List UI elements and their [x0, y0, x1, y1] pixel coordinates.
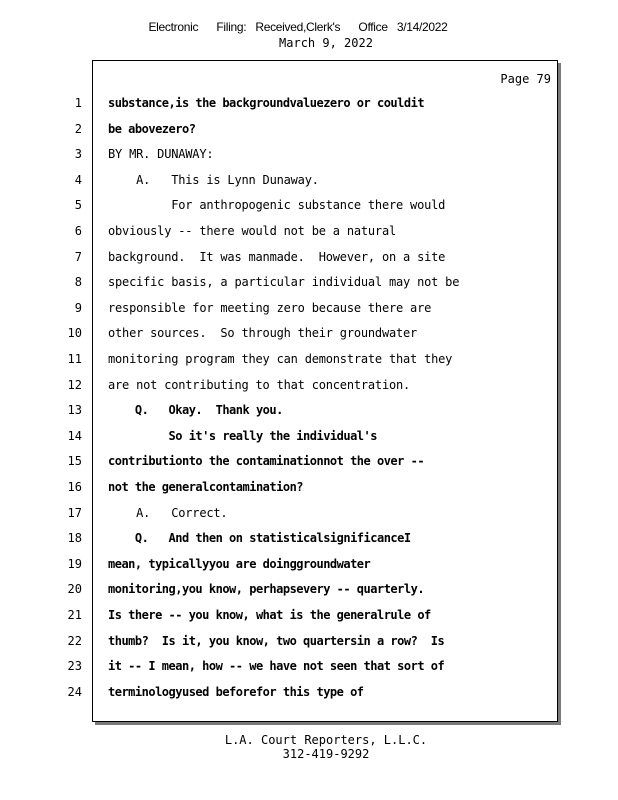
line-number: 23 [67, 659, 82, 674]
line-number: 16 [67, 480, 82, 494]
line-number: 8 [74, 275, 82, 290]
line-number: 14 [67, 428, 82, 443]
line-number: 24 [67, 684, 82, 699]
transcript-line: BY MR. DUNAWAY: [108, 147, 214, 162]
line-number: 22 [67, 633, 82, 648]
line-number: 13 [67, 403, 82, 418]
transcript-line: other sources. So through their groundwater [108, 326, 418, 341]
line-number: 21 [67, 608, 82, 622]
transcript-line: Is there -- you know, what is the generalrule of [108, 608, 431, 622]
transcript-line: So it's really the individual's [108, 428, 377, 443]
line-number: 1 [74, 96, 82, 110]
line-number: 7 [74, 249, 82, 264]
line-number: 6 [74, 224, 82, 238]
transcript-line: Q. And then on statisticalsignificanceI [108, 531, 411, 546]
transcript-line: monitoring program they can demonstrate that they [108, 352, 453, 366]
transcript-line: specific basis, a particular individual may not be [108, 275, 460, 290]
transcript-line: substance,is the backgroundvaluezero or couldit [108, 96, 425, 110]
line-number: 19 [67, 556, 82, 571]
transcript-line: obviously -- there would not be a natural [108, 224, 397, 238]
line-number: 11 [67, 352, 82, 366]
transcript-line: contributionto the contaminationnot the over -- [108, 454, 425, 469]
transcript-date: March 9, 2022 [279, 36, 373, 50]
page-number: Page 79 [500, 72, 551, 86]
transcript-line: Q. Okay. Thank you. [108, 403, 283, 418]
line-number: 5 [74, 198, 82, 213]
line-number: 20 [67, 582, 82, 597]
transcript-line: For anthropogenic substance there would [108, 198, 446, 213]
line-number: 10 [67, 326, 82, 341]
line-number: 18 [67, 531, 82, 546]
line-number: 2 [74, 121, 82, 136]
filing-stamp: Electronic Filing: Received,Clerk's Office 3/14/2022 [148, 20, 448, 34]
transcript-line: it -- I mean, how -- we have not seen that sort of [108, 659, 445, 674]
transcript-line: be abovezero? [108, 121, 196, 136]
reporter-company: L.A. Court Reporters, L.L.C. [224, 733, 428, 747]
line-number: 12 [67, 377, 82, 392]
transcript-line: background. It was manmade. However, on a site [108, 249, 446, 264]
reporter-phone: 312-419-9292 [282, 747, 370, 761]
transcript-line: A. This is Lynn Dunaway. [108, 172, 319, 187]
transcript-line: A. Correct. [108, 505, 228, 520]
transcript-line: responsible for meeting zero because there are [108, 300, 432, 315]
transcript-line: are not contributing to that concentration. [108, 377, 411, 392]
line-number: 17 [67, 505, 82, 520]
line-number: 9 [74, 300, 82, 315]
transcript-line: terminologyused beforefor this type of [108, 684, 364, 699]
transcript-line: thumb? Is it, you know, two quartersin a row? Is [108, 633, 445, 648]
transcript-line: mean, typicallyyou are doinggroundwater [108, 556, 371, 571]
line-number: 4 [74, 172, 82, 187]
transcript-line: not the generalcontamination? [108, 480, 304, 494]
line-number: 3 [74, 147, 82, 162]
line-number: 15 [67, 454, 82, 469]
transcript-line: monitoring,you know, perhapsevery -- quarterly. [108, 582, 425, 597]
